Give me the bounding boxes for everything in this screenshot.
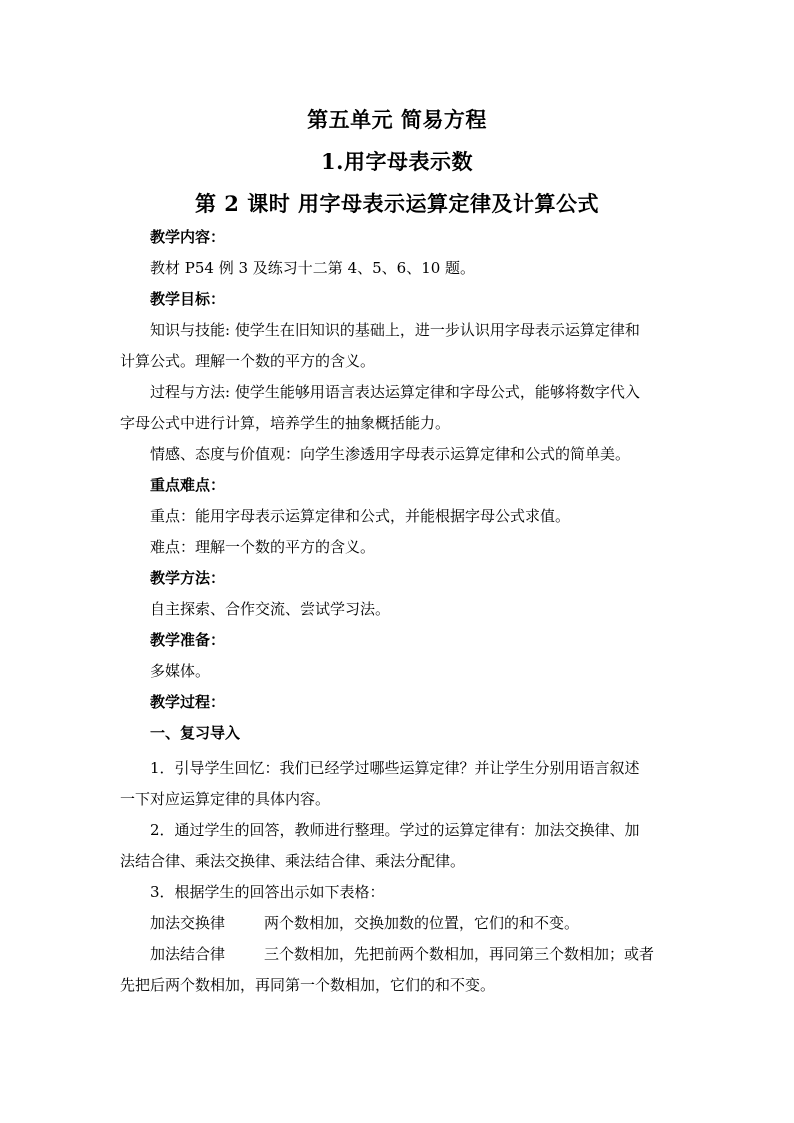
item2-line1: 2．通过学生的回答，教师进行整理。学过的运算定律有：加法交换律、加	[150, 821, 640, 839]
item3: 3．根据学生的回答出示如下表格：	[150, 883, 385, 901]
key-heading: 重点难点：	[150, 476, 226, 494]
key-point: 重点：能用字母表示运算定律和公式，并能根据字母公式求值。	[150, 507, 571, 525]
item2-line2: 法结合律、乘法交换律、乘法结合律、乘法分配律。	[120, 852, 466, 870]
goal-knowledge-line2: 计算公式。理解一个数的平方的含义。	[120, 352, 376, 370]
law-row-addition-commutative	[120, 908, 680, 939]
difficult-point: 难点：理解一个数的平方的含义。	[150, 538, 376, 556]
prep-text: 多媒体。	[150, 662, 211, 680]
law2-desc-line1: 三个数相加，先把前两个数相加，再同第三个数相加；或者	[264, 945, 655, 963]
content-text: 教材 P54 例 3 及练习十二第 4、5、6、10 题。	[150, 259, 476, 277]
step1-heading: 一、复习导入	[150, 724, 241, 742]
unit-title: 第五单元 简易方程	[307, 107, 487, 132]
prep-heading: 教学准备：	[150, 631, 226, 649]
content-heading: 教学内容：	[150, 228, 226, 246]
item1-line2: 一下对应运算定律的具体内容。	[120, 790, 331, 808]
law1-name: 加法交换律	[150, 914, 226, 932]
law1-desc: 两个数相加，交换加数的位置，它们的和不变。	[264, 914, 580, 932]
process-heading: 教学过程：	[150, 693, 226, 711]
law2-name: 加法结合律	[150, 945, 226, 963]
goal-emotion: 情感、态度与价值观：向学生渗透用字母表示运算定律和公式的简单美。	[150, 445, 631, 463]
law2-desc-line2: 先把后两个数相加，再同第一个数相加，它们的和不变。	[120, 976, 496, 994]
goal-process-line1: 过程与方法: 使学生能够用语言表达运算定律和字母公式，能够将数字代入	[150, 383, 640, 401]
method-heading: 教学方法：	[150, 569, 226, 587]
goals-heading: 教学目标：	[150, 290, 226, 308]
goal-process-line2: 字母公式中进行计算，培养学生的抽象概括能力。	[120, 414, 451, 432]
lesson-title: 第 2 课时 用字母表示运算定律及计算公式	[194, 191, 600, 216]
law-row-addition-associative	[120, 939, 680, 970]
section-title: 1.用字母表示数	[321, 149, 473, 174]
item1-line1: 1．引导学生回忆：我们已经学过哪些运算定律？并让学生分别用语言叙述	[150, 759, 640, 777]
method-text: 自主探索、合作交流、尝试学习法。	[150, 600, 391, 618]
goal-knowledge-line1: 知识与技能: 使学生在旧知识的基础上，进一步认识用字母表示运算定律和	[150, 321, 640, 339]
